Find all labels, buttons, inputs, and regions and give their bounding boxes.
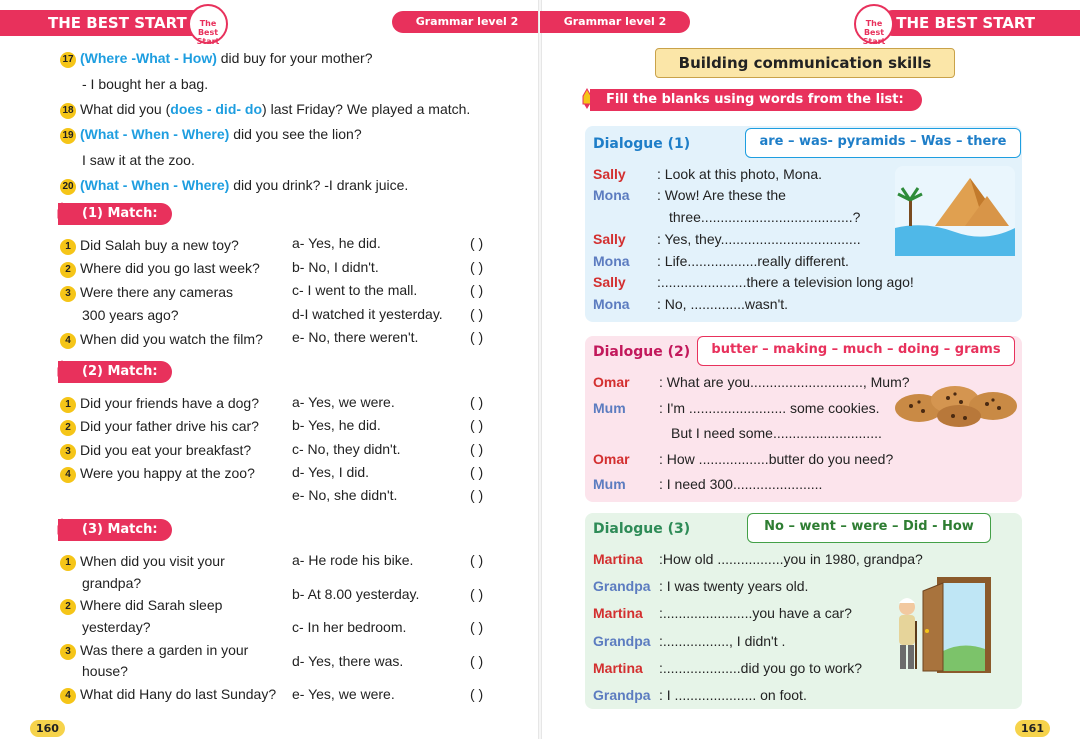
match3-q2: 2 Where did Sarah sleep (60, 597, 222, 615)
speaker: Martina (593, 605, 643, 621)
answer-blank[interactable]: ( ) (470, 441, 484, 457)
answer-blank[interactable]: ( ) (470, 282, 484, 298)
pyramids-image (895, 166, 1015, 256)
brand-title: THE BEST START (48, 14, 187, 32)
logo-icon: The Best Start (854, 4, 894, 44)
grandpa-door-image (893, 571, 1005, 675)
page-number: 160 (30, 720, 65, 737)
utterance[interactable]: three.......................................? (669, 209, 861, 225)
level-label: Grammar level 2 (392, 11, 542, 33)
match2-q4: 4 Were you happy at the zoo? (60, 465, 255, 483)
match1-d: d-I watched it yesterday. (292, 306, 443, 322)
match3-q3: 3 Was there a garden in your (60, 642, 248, 660)
word-list-3: No – went – were – Did - How (747, 513, 991, 543)
speaker: Omar (593, 451, 630, 467)
match3-e: e- Yes, we were. (292, 686, 395, 702)
match1-e: e- No, there weren't. (292, 329, 419, 345)
match3-title: (3) Match: (58, 519, 172, 541)
utterance: : I was twenty years old. (659, 578, 809, 594)
match2-e: e- No, she didn't. (292, 487, 398, 503)
speaker: Mum (593, 400, 626, 416)
logo-icon: The Best Start (188, 4, 228, 44)
answer-blank[interactable]: ( ) (470, 259, 484, 275)
answer-blank[interactable]: ( ) (470, 464, 484, 480)
match2-q3: 3 Did you eat your breakfast? (60, 442, 251, 460)
dialogue-1 (585, 126, 1022, 322)
section-title: Building communication skills (655, 48, 955, 78)
dialogue-3 (585, 513, 1022, 709)
utterance[interactable]: :................., I didn't . (659, 633, 786, 649)
speaker: Sally (593, 274, 626, 290)
match3-q4: 4 What did Hany do last Sunday? (60, 686, 276, 704)
speaker: Mona (593, 253, 630, 269)
word-list-2: butter – making – much – doing – grams (697, 336, 1015, 366)
utterance[interactable]: : How ..................butter do you need? (659, 451, 894, 467)
answer-blank[interactable]: ( ) (470, 235, 484, 251)
speaker: Mona (593, 187, 630, 203)
brand-title: THE BEST START (896, 14, 1035, 32)
answer-blank[interactable]: ( ) (470, 394, 484, 410)
match2-c: c- No, they didn't. (292, 441, 401, 457)
answer-blank[interactable]: ( ) (470, 686, 484, 702)
utterance[interactable]: : I need 300....................... (659, 476, 823, 492)
answer-blank[interactable]: ( ) (470, 586, 484, 602)
match1-q3-cont: 300 years ago? (82, 307, 179, 323)
utterance: : Wow! Are these the (657, 187, 786, 203)
utterance[interactable]: : Yes, they.................................... (657, 231, 861, 247)
utterance[interactable]: : Life..................really different. (657, 253, 849, 269)
match3-q1: 1 When did you visit your (60, 553, 225, 571)
utterance[interactable]: :How old .................you in 1980, grandpa? (659, 551, 923, 567)
utterance[interactable]: But I need some............................ (671, 425, 882, 441)
match3-q2-cont: yesterday? (82, 619, 151, 635)
match3-d: d- Yes, there was. (292, 653, 404, 669)
match3-q3-cont: house? (82, 663, 128, 679)
word-list-1: are – was- pyramids – Was – there (745, 128, 1021, 158)
speaker: Mona (593, 296, 630, 312)
speaker: Sally (593, 166, 626, 182)
match2-q2: 2 Did your father drive his car? (60, 418, 259, 436)
speaker: Mum (593, 476, 626, 492)
match3-a: a- He rode his bike. (292, 552, 414, 568)
answer-blank[interactable]: ( ) (470, 653, 484, 669)
answer-blank[interactable]: ( ) (470, 552, 484, 568)
match1-c: c- I went to the mall. (292, 282, 418, 298)
answer-blank[interactable]: ( ) (470, 619, 484, 635)
speaker: Martina (593, 551, 643, 567)
match1-b: b- No, I didn't. (292, 259, 379, 275)
match1-title: (1) Match: (58, 203, 172, 225)
match1-q2: 2 Where did you go last week? (60, 260, 260, 278)
utterance[interactable]: : I ..................... on foot. (659, 687, 807, 703)
utterance[interactable]: : What are you............................., Mum? (659, 374, 910, 390)
match3-q1-cont: grandpa? (82, 575, 142, 591)
speaker: Martina (593, 660, 643, 676)
speaker: Omar (593, 374, 630, 390)
speaker: Grandpa (593, 578, 651, 594)
match2-title: (2) Match: (58, 361, 172, 383)
utterance[interactable]: :....................did you go to work? (659, 660, 863, 676)
match3-c: c- In her bedroom. (292, 619, 407, 635)
dialogue-3-title: Dialogue (3) (593, 521, 691, 537)
match1-a: a- Yes, he did. (292, 235, 381, 251)
match2-b: b- Yes, he did. (292, 417, 381, 433)
utterance: : Look at this photo, Mona. (657, 166, 822, 182)
speaker: Grandpa (593, 633, 651, 649)
dialogue-2 (585, 336, 1022, 502)
match1-q3: 3 Were there any cameras (60, 284, 233, 302)
question-18: 18 What did you (does - did- do) last Friday? We played a match. (60, 101, 470, 119)
dialogue-1-title: Dialogue (1) (593, 136, 691, 152)
match1-q4: 4 When did you watch the film? (60, 331, 263, 349)
right-page (540, 0, 1080, 739)
answer-blank[interactable]: ( ) (470, 329, 484, 345)
instruction: Fill the blanks using words from the list: (590, 89, 922, 111)
question-17: 17 (Where -What - How) did buy for your mother? (60, 50, 373, 68)
match2-q1: 1 Did your friends have a dog? (60, 395, 259, 413)
answer-blank[interactable]: ( ) (470, 417, 484, 433)
utterance[interactable]: :......................there a television long ago! (657, 274, 914, 290)
answer-blank[interactable]: ( ) (470, 487, 484, 503)
answer-17: - I bought her a bag. (82, 76, 209, 92)
utterance[interactable]: :.......................you have a car? (659, 605, 852, 621)
match3-b: b- At 8.00 yesterday. (292, 586, 420, 602)
utterance[interactable]: : I'm ......................... some cookies. (659, 400, 880, 416)
answer-blank[interactable]: ( ) (470, 306, 484, 322)
utterance[interactable]: : No, ..............wasn't. (657, 296, 789, 312)
match2-d: d- Yes, I did. (292, 464, 370, 480)
match1-q1: 1 Did Salah buy a new toy? (60, 237, 239, 255)
match2-a: a- Yes, we were. (292, 394, 395, 410)
speaker: Sally (593, 231, 626, 247)
answer-19: I saw it at the zoo. (82, 152, 195, 168)
question-19: 19 (What - When - Where) did you see the lion? (60, 126, 362, 144)
question-20: 20 (What - When - Where) did you drink? -I drank juice. (60, 177, 408, 195)
cookies-image (893, 378, 1019, 428)
page-number: 161 (1015, 720, 1050, 737)
dialogue-2-title: Dialogue (2) (593, 344, 691, 360)
speaker: Grandpa (593, 687, 651, 703)
level-label: Grammar level 2 (540, 11, 690, 33)
